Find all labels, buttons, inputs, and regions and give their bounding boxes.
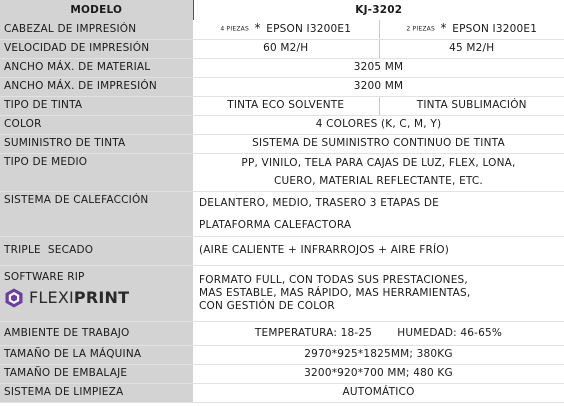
row-secado [0,236,564,265]
logo-text-b: PRINT [73,288,130,307]
software-line-1: FORMATO FULL, CON TODAS SUS PRESTACIONES, [199,273,468,286]
maquina-value: 2970*925*1825MM; 380KG [193,345,564,364]
cabezal-b [379,20,564,39]
cabezal-a [193,20,379,39]
software-label-cell [0,265,193,321]
row-tinta [0,96,564,115]
row-software [0,265,564,321]
flexiprint-logo-text [29,288,130,307]
flexiprint-logo [4,288,189,308]
medio-line-2: CUERO, MATERIAL REFLECTANTE, ETC. [274,175,483,187]
row-label: TRIPLE SECADO [0,236,193,265]
row-calefaccion [0,191,564,236]
row-label: CABEZAL DE IMPRESIÓN [0,20,193,39]
row-label: ANCHO MÁX. DE MATERIAL [0,58,193,77]
row-maquina [0,345,564,364]
row-label: TIPO DE MEDIO [0,153,193,191]
embalaje-value: 3200*920*700 MM; 480 KG [193,364,564,383]
row-label: SISTEMA DE LIMPIEZA [0,383,193,402]
row-ancho-material [0,58,564,77]
calefaccion-line-1: DELANTERO, MEDIO, TRASERO 3 ETAPAS DE [199,196,440,209]
cabezal-b-star: * [440,21,447,36]
ancho-impresion-value: 3200 MM [193,77,564,96]
cabezal-b-prefix: 2 PIEZAS [406,25,435,33]
cabezal-b-value: EPSON I3200E1 [452,23,538,36]
cabezal-a-star: * [254,21,261,36]
row-ancho-impresion [0,77,564,96]
tinta-b: TINTA SUBLIMACIÓN [379,96,564,115]
calefaccion-line-2: PLATAFORMA CALEFACTORA [199,218,352,231]
row-medio [0,153,564,191]
row-label: SISTEMA DE CALEFACCIÓN [0,191,193,236]
software-value [193,265,564,321]
calefaccion-value [193,191,564,236]
row-limpieza [0,383,564,402]
software-line-3: CON GESTIÓN DE COLOR [199,299,335,312]
velocidad-b: 45 M2/H [379,39,564,58]
ambiente-temp: TEMPERATURA: 18-25 [254,326,373,339]
logo-text-a: FLEXI [29,288,74,307]
row-label: ANCHO MÁX. DE IMPRESIÓN [0,77,193,96]
medio-value [193,153,564,191]
row-label: AMBIENTE DE TRABAJO [0,321,193,345]
color-value: 4 COLORES (K, C, M, Y) [193,115,564,134]
header-label: MODELO [0,0,193,20]
medio-line-1: PP, VINILO, TELA PARA CAJAS DE LUZ, FLEX, LONA, [241,157,516,169]
row-color [0,115,564,134]
ancho-material-value: 3205 MM [193,58,564,77]
limpieza-value: AUTOMÁTICO [193,383,564,402]
row-label: SUMINISTRO DE TINTA [0,134,193,153]
row-label: COLOR [0,115,193,134]
tinta-a: TINTA ECO SOLVENTE [193,96,379,115]
software-line-2: MAS ESTABLE, MAS RÁPIDO, MAS HERRAMIENTAS, [199,286,471,299]
row-suministro [0,134,564,153]
row-label: SOFTWARE RIP [4,270,85,283]
ambiente-humedad: HUMEDAD: 46-65% [397,326,503,339]
row-cabezal [0,20,564,39]
secado-value: (AIRE CALIENTE + INFRARROJOS + AIRE FRÍO) [193,236,564,265]
header-row [0,0,564,20]
cabezal-a-prefix: 4 PIEZAS [220,25,249,33]
row-velocidad [0,39,564,58]
row-label: TAMAÑO DE EMBALAJE [0,364,193,383]
cabezal-a-value: EPSON I3200E1 [266,23,352,36]
row-label: TAMAÑO DE LA MÁQUINA [0,345,193,364]
suministro-value: SISTEMA DE SUMINISTRO CONTINUO DE TINTA [193,134,564,153]
row-label: TIPO DE TINTA [0,96,193,115]
flexiprint-logo-icon [4,288,24,308]
row-label: VELOCIDAD DE IMPRESIÓN [0,39,193,58]
row-embalaje [0,364,564,383]
row-ambiente [0,321,564,345]
ambiente-value [193,321,564,345]
velocidad-a: 60 M2/H [193,39,379,58]
header-model: KJ-3202 [193,0,564,20]
